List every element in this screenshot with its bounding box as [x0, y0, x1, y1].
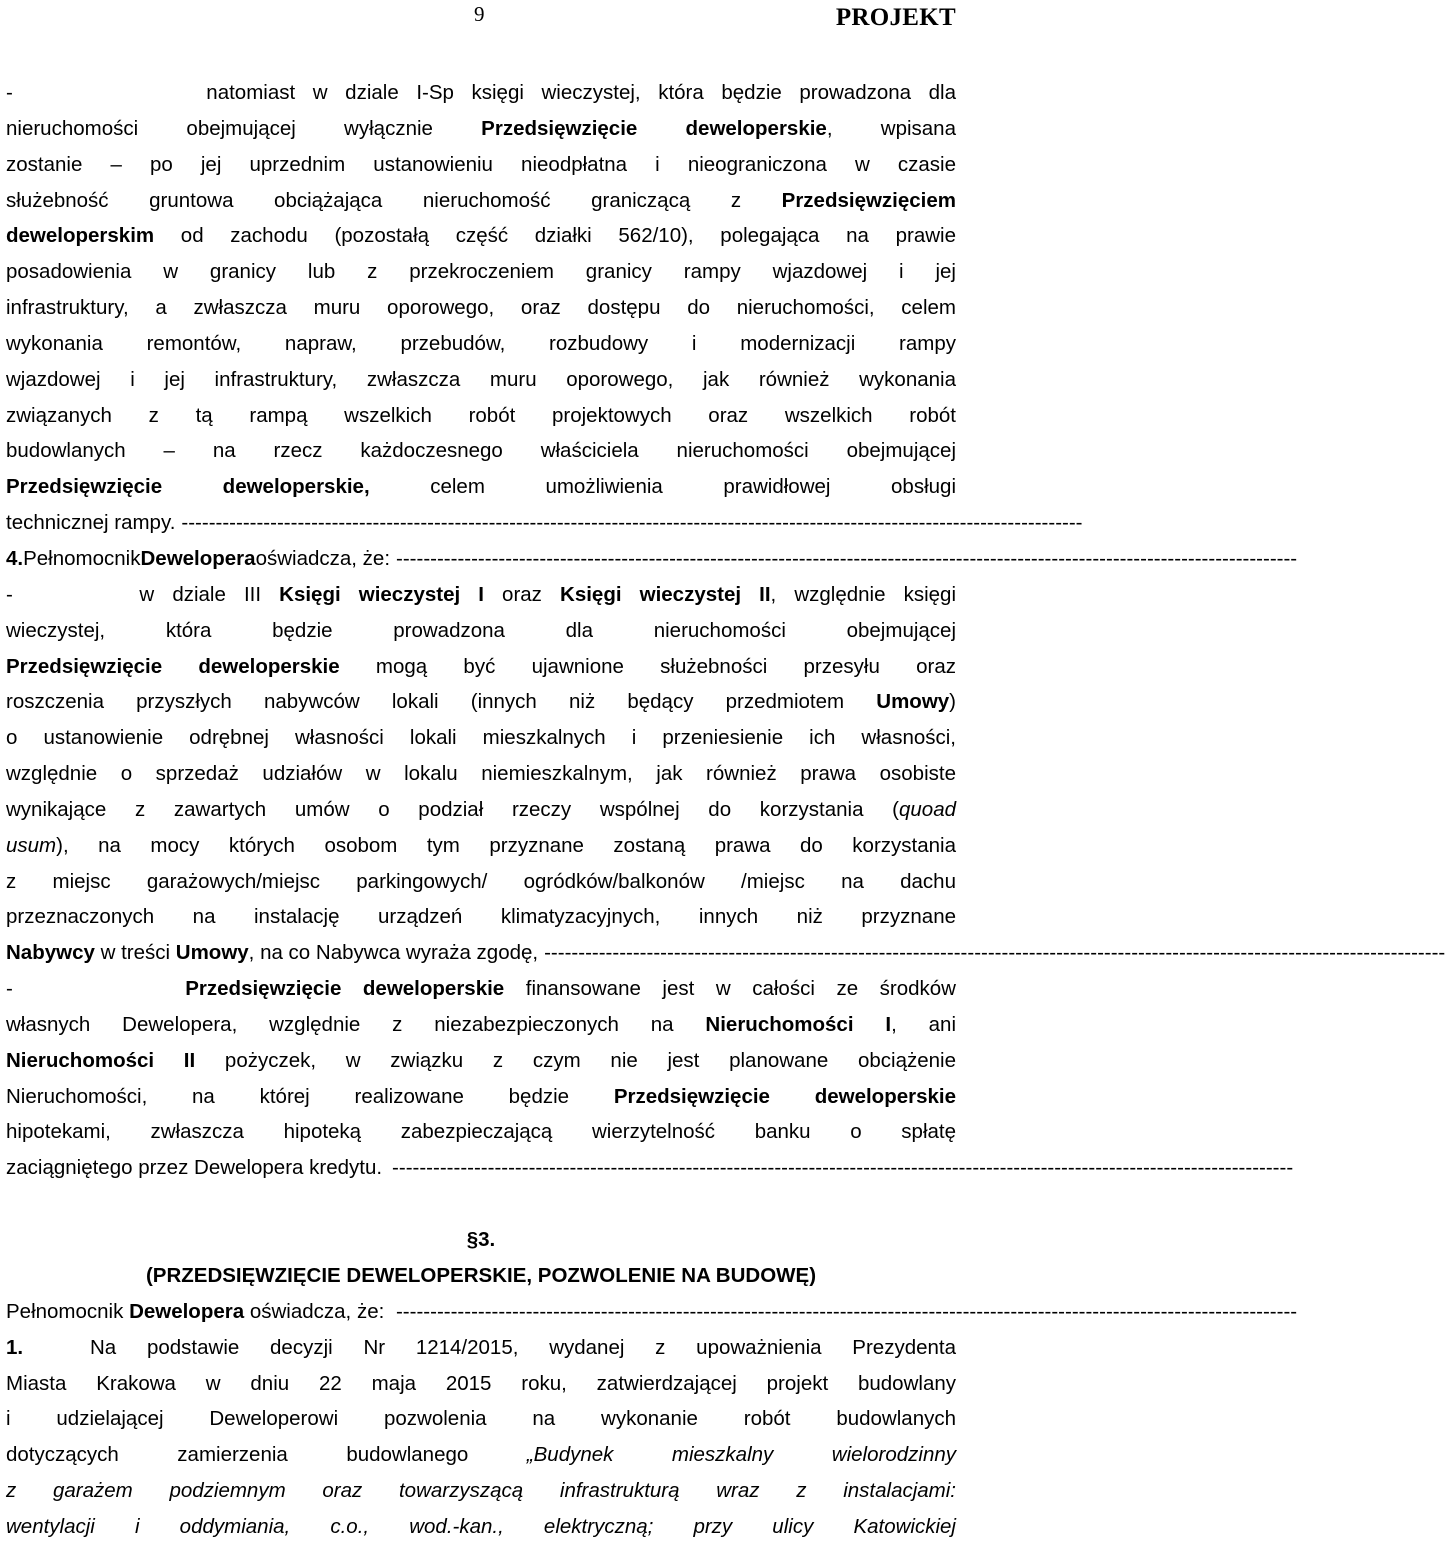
dash-filler: ------------------------------------------------------------------------------------------------------------------------------------ — [396, 546, 1298, 570]
text-line: związanych z tą rampą wszelkich robót projektowych oraz wszelkich robót — [6, 403, 956, 427]
text-line: infrastruktury, a zwłaszcza muru oporowego, oraz dostępu do nieruchomości, celem — [6, 296, 956, 320]
item-number: 4. — [6, 546, 24, 570]
section-number: §3. — [466, 1228, 496, 1252]
text-line: zostanie – po jej uprzednim ustanowieniu nieodpłatna i nieograniczona w czasie — [6, 152, 956, 176]
dash-filler: ------------------------------------------------------------------------------------------------------------------------------------ — [544, 941, 1445, 965]
text-line: przeznaczonych na instalację urządzeń klimatyzacyjnych, innych niż przyznane — [6, 905, 956, 929]
text-line: - w dziale III Księgi wieczystej I oraz Księgi wieczystej II, względnie księgi — [6, 582, 956, 606]
text-line: dotyczących zamierzenia budowlanego „Budynek mieszkalny wielorodzinny — [6, 1443, 956, 1467]
text-line: z garażem podziemnym oraz towarzyszącą infrastrukturą wraz z instalacjami: — [6, 1479, 956, 1503]
document-body — [6, 75, 1445, 1545]
text-line: posadowienia w granicy lub z przekroczeniem granicy rampy wjazdowej i jej — [6, 260, 956, 284]
projekt-label: PROJEKT — [835, 4, 956, 31]
text-line: budowlanych – na rzecz każdoczesnego właściciela nieruchomości obejmującej — [6, 439, 956, 463]
text-line: roszczenia przyszłych nabywców lokali (innych niż będący przedmiotem Umowy) — [6, 690, 956, 714]
text-line: hipotekami, zwłaszcza hipoteką zabezpieczającą wierzytelność banku o spłatę — [6, 1120, 956, 1144]
spacer — [6, 1186, 956, 1222]
text-line: wieczystej, która będzie prowadzona dla nieruchomości obejmującej — [6, 618, 956, 642]
text-line: usum), na mocy których osobom tym przyznane zostaną prawa do korzystania — [6, 833, 956, 857]
page-header — [0, 0, 960, 40]
item-number: 1. — [6, 1335, 24, 1359]
dash-filler: ------------------------------------------------------------------------------------------------------------------------------------ — [181, 511, 1083, 535]
dash-filler: ------------------------------------------------------------------------------------------------------------------------------------ — [392, 1156, 1294, 1180]
text-line: i udzielającej Deweloperowi pozwolenia na wykonanie robót budowlanych — [6, 1407, 956, 1431]
text-line: wykonania remontów, napraw, przebudów, rozbudowy i modernizacji rampy — [6, 331, 956, 355]
text-line: 1. Na podstawie decyzji Nr 1214/2015, wydanej z upoważnienia Prezydenta — [6, 1330, 956, 1366]
text-line: wynikające z zawartych umów o podział rzeczy wspólnej do korzystania (quoad — [6, 797, 956, 821]
page-number: 9 — [474, 2, 485, 26]
text-line: z miejsc garażowych/miejsc parkingowych/ ogródków/balkonów /miejsc na dachu — [6, 869, 956, 893]
text-line: własnych Dewelopera, względnie z niezabezpieczonych na Nieruchomości I, ani — [6, 1012, 956, 1036]
text-line: Przedsięwzięcie deweloperskie mogą być ujawnione służebności przesyłu oraz — [6, 654, 956, 678]
text-line: Nieruchomości, na której realizowane będzie Przedsięwzięcie deweloperskie — [6, 1084, 956, 1108]
text-line: - Przedsięwzięcie deweloperskie finansowane jest w całości ze środków — [6, 977, 956, 1001]
text-line: zaciągniętego przez Dewelopera kredytu. ------------------------------------------------------------------------------------------------------------------------------------ — [6, 1150, 956, 1186]
text-line: służebność gruntowa obciążająca nieruchomość graniczącą z Przedsięwzięciem — [6, 188, 956, 212]
text-line: Nieruchomości II pożyczek, w związku z czym nie jest planowane obciążenie — [6, 1048, 956, 1072]
text-line: deweloperskim od zachodu (pozostałą część działki 562/10), polegająca na prawie — [6, 224, 956, 248]
text-line: Nabywcy w treści Umowy , na co Nabywca wyraża zgodę, ------------------------------------------------------------------------------------------------------------------------------------ — [6, 935, 956, 971]
text-line: wjazdowej i jej infrastruktury, zwłaszcza muru oporowego, jak również wykonania — [6, 367, 956, 391]
section-title: (PRZEDSIĘWZIĘCIE DEWELOPERSKIE, POZWOLENIE NA BUDOWĘ) — [145, 1264, 817, 1287]
text-line: o ustanowienie odrębnej własności lokali mieszkalnych i przeniesienie ich własności, — [6, 726, 956, 750]
text-line: nieruchomości obejmującej wyłącznie Przedsięwzięcie deweloperskie, wpisana — [6, 116, 956, 140]
text-line: wentylacji i oddymiania, c.o., wod.-kan., elektryczną; przy ulicy Katowickiej — [6, 1514, 956, 1538]
text-line: Miasta Krakowa w dniu 22 maja 2015 roku, zatwierdzającej projekt budowlany — [6, 1371, 956, 1395]
text-line: - natomiast w dziale I-Sp księgi wieczystej, która będzie prowadzona dla — [6, 81, 956, 104]
text-line: Pełnomocnik Dewelopera oświadcza, że: ------------------------------------------------------------------------------------------------------------------------------------ — [6, 1294, 956, 1330]
text-line: względnie o sprzedaż udziałów w lokalu niemieszkalnym, jak również prawa osobiste — [6, 762, 956, 786]
text-line: 4. Pełnomocnik Dewelopera oświadcza, że: ------------------------------------------------------------------------------------------------------------------------------------ — [6, 541, 956, 577]
dash-filler: ------------------------------------------------------------------------------------------------------------------------------------ — [395, 1299, 1298, 1323]
text-line: Przedsięwzięcie deweloperskie, celem umożliwienia prawidłowej obsługi — [6, 475, 956, 499]
text-line: technicznej rampy. ------------------------------------------------------------------------------------------------------------------------------------ — [6, 505, 956, 541]
